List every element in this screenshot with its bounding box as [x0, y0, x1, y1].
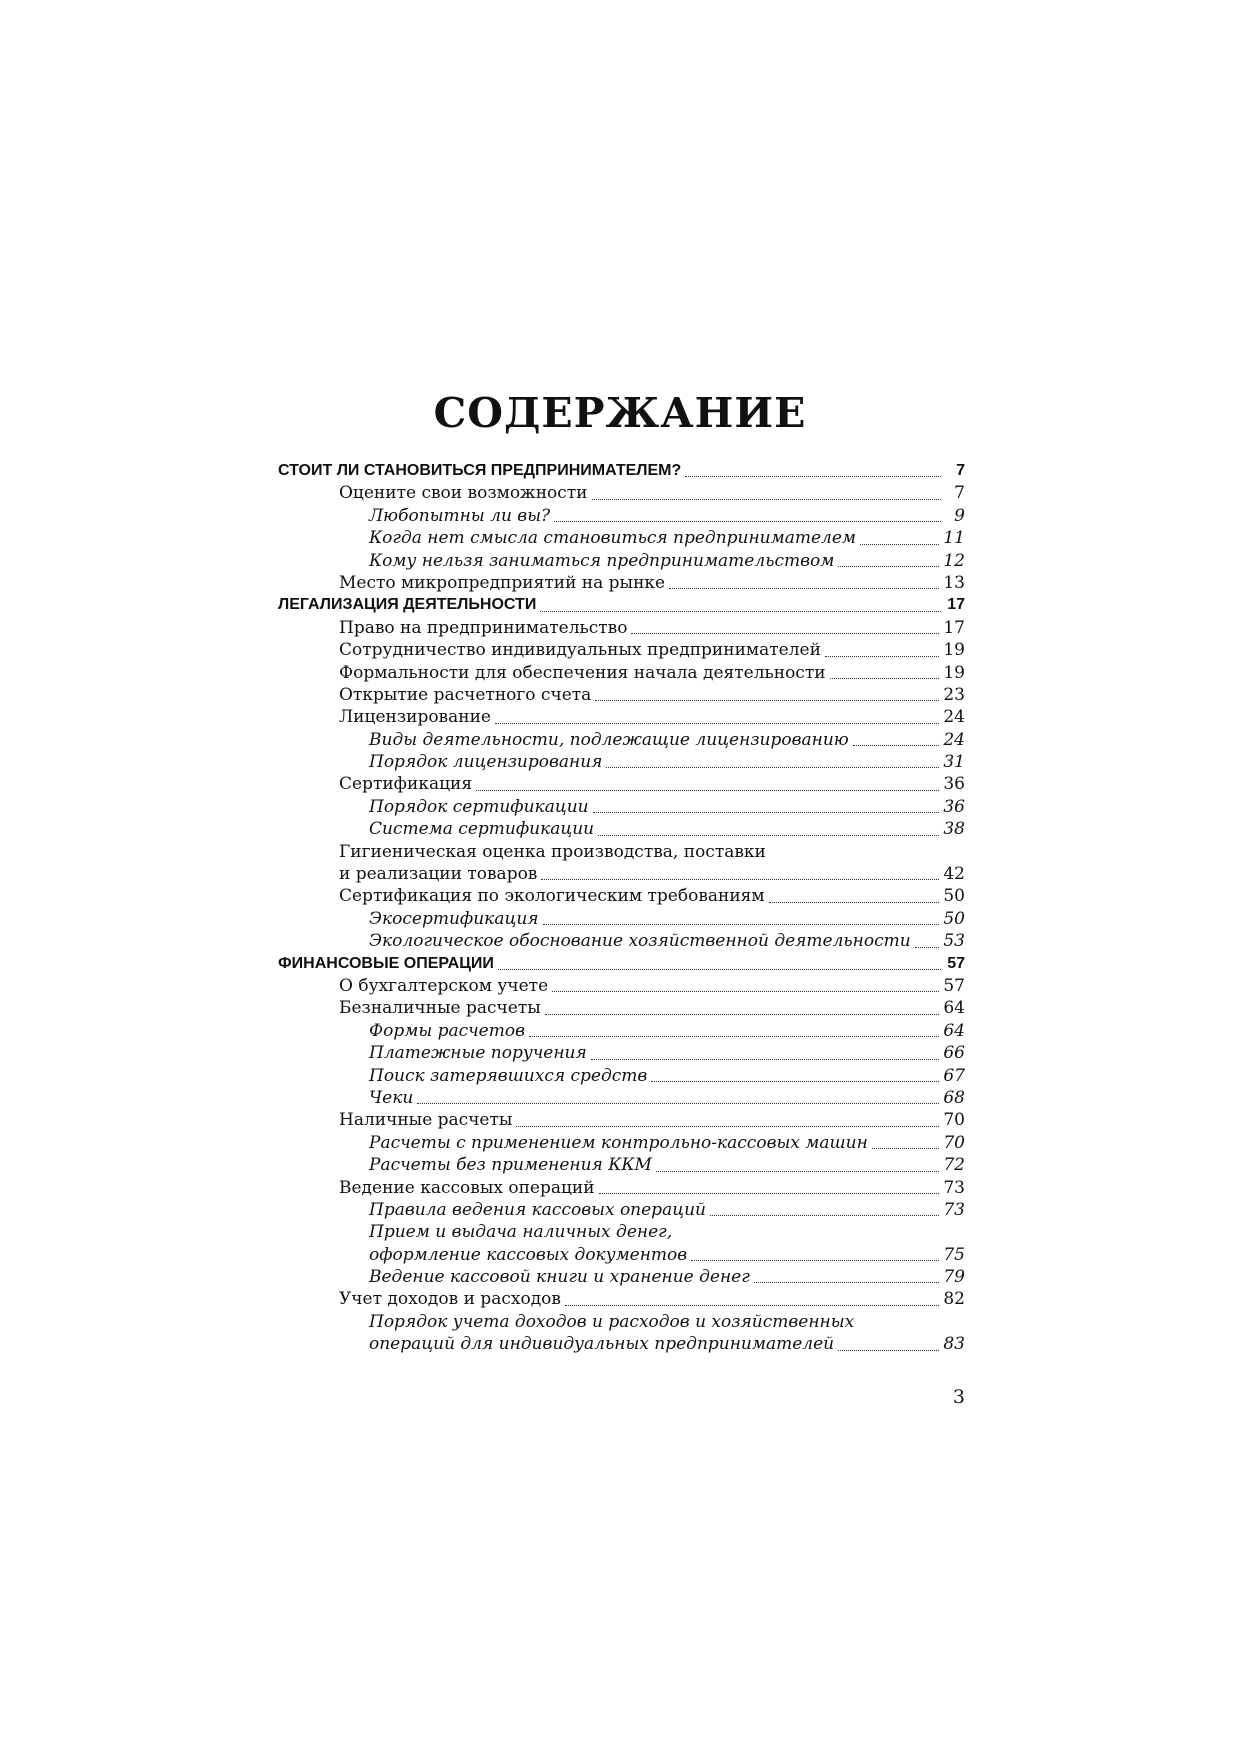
toc-entry-title: Сотрудничество индивидуальных предпринимателей	[339, 640, 821, 661]
toc-entry-title: Экологическое обоснование хозяйственной деятельности	[369, 931, 911, 952]
toc-subitem[interactable]	[278, 908, 965, 930]
toc-page-number: 57	[947, 954, 965, 972]
toc-entry-title: ФИНАНСОВЫЕ ОПЕРАЦИИ	[278, 954, 494, 972]
toc-entry-title: Наличные расчеты	[339, 1110, 513, 1131]
toc-entry-title: Правила ведения кассовых операций	[369, 1199, 706, 1220]
toc-entry-title: операций для индивидуальных предпринимателей	[369, 1334, 835, 1355]
toc-entry-title: Кому нельзя заниматься предпринимательством	[369, 550, 835, 571]
dot-leader	[516, 1126, 939, 1127]
toc-section[interactable]	[278, 594, 965, 616]
toc-subitem[interactable]	[278, 550, 965, 572]
toc-page-number: 50	[943, 886, 965, 907]
toc-entry-title: Порядок сертификации	[369, 796, 589, 817]
toc-page-number: 64	[943, 998, 965, 1019]
dot-leader	[417, 1103, 939, 1104]
toc-item[interactable]	[278, 773, 965, 795]
toc-item[interactable]	[278, 482, 965, 504]
toc-section[interactable]	[278, 460, 965, 482]
toc-section[interactable]	[278, 953, 965, 975]
dot-leader	[599, 1193, 940, 1194]
toc-subitem[interactable]	[278, 527, 965, 549]
toc-item[interactable]	[278, 1177, 965, 1199]
toc-subitem[interactable]	[278, 1266, 965, 1288]
toc-entry-title: Прием и выдача наличных денег,	[369, 1222, 673, 1243]
toc-page-number: 24	[943, 707, 965, 728]
dot-leader	[541, 879, 939, 880]
toc-page-number: 7	[956, 462, 965, 479]
toc-entry-title: Учет доходов и расходов	[339, 1289, 561, 1310]
toc-subitem[interactable]	[278, 1042, 965, 1064]
toc-entry-title: Порядок учета доходов и расходов и хозяйственных	[369, 1311, 855, 1332]
toc-entry-title: Порядок лицензирования	[369, 752, 603, 773]
toc-entry-title: ЛЕГАЛИЗАЦИЯ ДЕЯТЕЛЬНОСТИ	[278, 596, 537, 614]
dot-leader	[830, 678, 940, 679]
toc-subitem[interactable]	[278, 930, 965, 952]
dot-leader	[651, 1081, 939, 1082]
toc-entry-title: Платежные поручения	[369, 1043, 587, 1064]
toc-page-number: 7	[954, 483, 965, 504]
toc-subitem[interactable]	[278, 1065, 965, 1087]
toc-entry-title: Безналичные расчеты	[339, 998, 541, 1019]
toc-subitem[interactable]	[278, 1087, 965, 1109]
toc-page-number: 17	[943, 617, 965, 638]
toc-page-number: 24	[943, 729, 965, 750]
toc-entry-title: и реализации товаров	[339, 864, 538, 885]
dot-leader	[529, 1036, 939, 1037]
toc-entry-title: оформление кассовых документов	[369, 1244, 688, 1265]
dot-leader	[554, 521, 941, 522]
dot-leader	[838, 1350, 939, 1351]
toc-subitem[interactable]	[278, 796, 965, 818]
toc-item[interactable]	[278, 1288, 965, 1310]
toc-page-number: 73	[943, 1199, 965, 1220]
toc-page-number: 68	[943, 1087, 965, 1108]
toc-page-number: 79	[943, 1267, 965, 1288]
dot-leader	[754, 1282, 940, 1283]
toc-subitem-continuation[interactable]	[278, 1333, 965, 1355]
dot-leader	[552, 991, 939, 992]
toc-entry-title: Открытие расчетного счета	[339, 684, 592, 705]
toc-entry-title: Когда нет смысла становиться предпринимателем	[369, 528, 857, 549]
toc-page-number: 83	[943, 1334, 965, 1355]
toc-entry-title: Лицензирование	[339, 707, 491, 728]
dot-leader	[631, 633, 939, 634]
dot-leader	[691, 1260, 939, 1261]
toc-item[interactable]	[278, 885, 965, 907]
toc-entry-title: Расчеты без применения ККМ	[369, 1155, 652, 1176]
page-number: 3	[952, 1386, 965, 1408]
toc-subitem[interactable]	[278, 1199, 965, 1221]
toc-page-number: 64	[943, 1020, 965, 1041]
toc-page-number: 75	[943, 1244, 965, 1265]
toc-page-number: 36	[943, 774, 965, 795]
toc-page-number: 66	[943, 1043, 965, 1064]
toc-entry-title: Гигиеническая оценка производства, поставки	[339, 841, 766, 862]
toc-subitem[interactable]	[278, 1020, 965, 1042]
toc-subitem[interactable]	[278, 751, 965, 773]
dot-leader	[498, 969, 941, 970]
dot-leader	[593, 812, 940, 813]
toc-page-number: 70	[943, 1132, 965, 1153]
toc-page-number: 13	[943, 572, 965, 593]
dot-leader	[710, 1215, 939, 1216]
dot-leader	[769, 902, 940, 903]
toc-page-number: 50	[943, 908, 965, 929]
toc-subitem[interactable]	[278, 505, 965, 527]
toc-page-number: 19	[943, 640, 965, 661]
dot-leader	[545, 1014, 940, 1015]
toc-entry-title: Право на предпринимательство	[339, 617, 628, 638]
toc-item[interactable]	[278, 572, 965, 594]
dot-leader	[685, 476, 941, 477]
toc-page-number: 67	[943, 1065, 965, 1086]
toc-page-number: 17	[947, 596, 965, 614]
toc-entry-title: О бухгалтерском учете	[339, 975, 549, 996]
toc-entry-title: Виды деятельности, подлежащие лицензированию	[369, 729, 849, 750]
toc-page-number: 82	[943, 1289, 965, 1310]
dot-leader	[592, 499, 941, 500]
toc-page-number: 19	[943, 662, 965, 683]
toc-subitem[interactable]	[278, 729, 965, 751]
toc-item-line[interactable]	[278, 841, 965, 863]
toc-item[interactable]	[278, 706, 965, 728]
dot-leader	[495, 723, 939, 724]
toc-page-number: 53	[943, 931, 965, 952]
dot-leader	[656, 1171, 939, 1172]
toc-entry-title: Место микропредприятий на рынке	[339, 572, 666, 593]
dot-leader	[853, 745, 940, 746]
toc-page-number: 38	[943, 819, 965, 840]
toc-entry-title: Поиск затерявшихся средств	[369, 1065, 648, 1086]
toc-entry-title: Система сертификации	[369, 819, 595, 840]
toc-item[interactable]	[278, 662, 965, 684]
toc-entry-title: Любопытны ли вы?	[369, 505, 551, 526]
toc-page-number: 36	[943, 796, 965, 817]
dot-leader	[540, 611, 941, 612]
toc-entry-title: Формальности для обеспечения начала деятельности	[339, 662, 826, 683]
toc-item[interactable]	[278, 684, 965, 706]
toc-page-number: 12	[943, 550, 965, 571]
dot-leader	[591, 1059, 940, 1060]
toc-item-continuation[interactable]	[278, 863, 965, 885]
toc-subitem[interactable]	[278, 818, 965, 840]
dot-leader	[595, 700, 939, 701]
page-title: СОДЕРЖАНИЕ	[433, 389, 807, 437]
toc-page-number: 31	[943, 752, 965, 773]
toc-subitem-line[interactable]	[278, 1221, 965, 1243]
toc-item[interactable]	[278, 975, 965, 997]
toc-entry-title: Сертификация по экологическим требованиям	[339, 886, 765, 907]
dot-leader	[543, 924, 940, 925]
toc-entry-title: Расчеты с применением контрольно-кассовых машин	[369, 1132, 868, 1153]
toc-subitem-line[interactable]	[278, 1311, 965, 1333]
toc-page-number: 73	[943, 1177, 965, 1198]
toc-entry-title: Сертификация	[339, 774, 473, 795]
toc-item[interactable]	[278, 997, 965, 1019]
toc-subitem-continuation[interactable]	[278, 1244, 965, 1266]
dot-leader	[872, 1148, 940, 1149]
toc-entry-title: Чеки	[369, 1087, 414, 1108]
toc-item[interactable]	[278, 617, 965, 639]
table-of-contents	[278, 460, 965, 1356]
toc-page-number: 42	[943, 864, 965, 885]
toc-page-number: 23	[943, 684, 965, 705]
dot-leader	[476, 790, 939, 791]
toc-entry-title: СТОИТ ЛИ СТАНОВИТЬСЯ ПРЕДПРИНИМАТЕЛЕМ?	[278, 462, 682, 479]
toc-subitem[interactable]	[278, 1154, 965, 1176]
toc-subitem[interactable]	[278, 1132, 965, 1154]
toc-page-number: 70	[943, 1110, 965, 1131]
dot-leader	[669, 588, 939, 589]
toc-entry-title: Формы расчетов	[369, 1020, 525, 1041]
dot-leader	[838, 566, 939, 567]
toc-entry-title: Ведение кассовой книги и хранение денег	[369, 1267, 750, 1288]
toc-page-number: 72	[943, 1155, 965, 1176]
toc-page-number: 9	[954, 505, 965, 526]
dot-leader	[825, 656, 939, 657]
toc-item[interactable]	[278, 1109, 965, 1131]
dot-leader	[606, 767, 939, 768]
dot-leader	[598, 835, 939, 836]
toc-entry-title: Ведение кассовых операций	[339, 1177, 595, 1198]
toc-entry-title: Оцените свои возможности	[339, 483, 588, 504]
toc-page-number: 57	[943, 975, 965, 996]
toc-page-number: 11	[943, 528, 965, 549]
dot-leader	[860, 544, 939, 545]
dot-leader	[915, 947, 940, 948]
toc-entry-title: Экосертификация	[369, 908, 539, 929]
dot-leader	[565, 1305, 939, 1306]
toc-item[interactable]	[278, 639, 965, 661]
